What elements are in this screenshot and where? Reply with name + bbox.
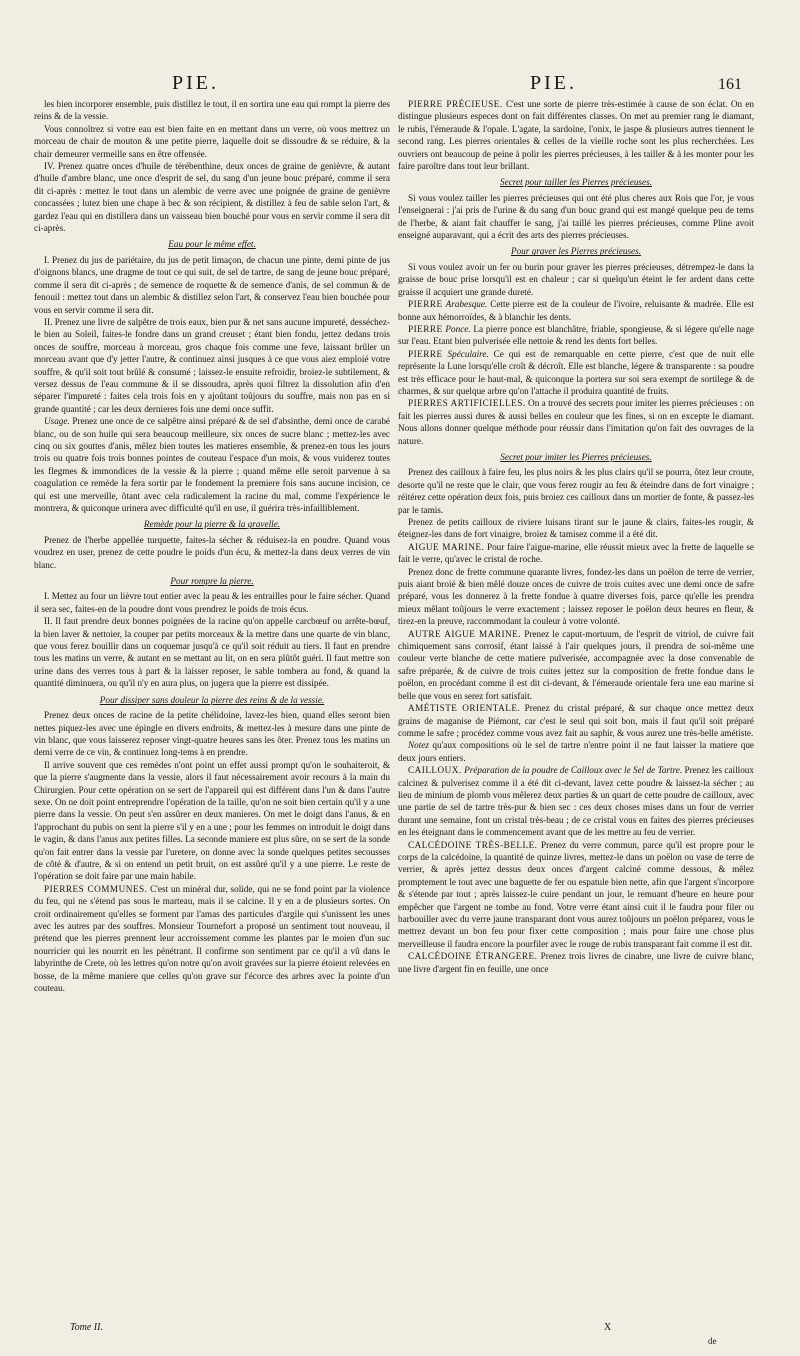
left-paragraph: I. Mettez au four un lièvre tout entier avec la peau & les entrailles pour le faire sécher. Quand il sera sec, faites-en de la poudre dont vous prendrez le poids de trois écus. xyxy=(34,591,390,614)
running-head-right: PIE. xyxy=(530,72,577,94)
left-paragraph: PIERRES COMMUNES. C'est un minéral dur, solide, qui ne se fond point par la violence du feu, qui ne s'étend pas sous le marteau, mais il se calcine. Il y en a de plusieurs sortes. On croit ordinairement qu'elles se forment par l'amas des particules d'argile qui s'unissent les unes avec les autres par des souffres. Monsieur Tournefort a proposé un sentiment tout nouveau, il prétend que les pierres prennent leur accroissement comme les plantes par le moien d'un suc nourricier qui les nourrit en les pénétrant. Il confirme son sentiment par ce qu'il a vû dans le labyrinthe de Crete, où les lettres qu'on notre qu'on avoit gravées sur la pierre étoient relevées en bosse, de la même maniere que celles qu'on grave sur l'écorce des arbres avec la pointe d'un couteau. xyxy=(34,883,390,994)
left-paragraph: IV. Prenez quatre onces d'huile de térébenthine, deux onces de graine de genièvre, & autant d'huile d'ambre blanc, une once d'esprit de sel, du sang d'un jeune bouc préparé, comme il sera dit ci-après : mettez le tout dans un alembic de verre avec une poignée de graine de genièvre concassées ; lutez bien une chape à bec & son récipient, & distillez à feu de sable selon l'art, & gardez l'eau qui en distillera dans un vaisseau bien bouché pour vous en servir comme il sera dit ci-après. xyxy=(34,161,390,234)
right-paragraph: PIERRE Arabesque. Cette pierre est de la couleur de l'ivoire, reluisante & madrée. Elle est bonne aux hémorroïdes, & à blanchir les dents. xyxy=(398,299,755,322)
right-paragraph: CAILLOUX. Préparation de la poudre de Cailloux avec le Sel de Tartre. Prenez les cailloux calcinez & pulverisez comme il a été dit ci-devant, lavez cette poudre & laissez-la sécher ; au lieu de minium de plomb vous mêlerez deux parties & un quart de cette poudre de cailloux, avec une partie de sel de tartre très-pur & bien sec : ces deux choses mises dans un four de verrier durant une semaine, font un cristal très-beau ; de ce cristal vous en faites des pierres précieuses en les éteignant dans le commencement avant que de les mettre au feu de verrier. xyxy=(398,765,754,838)
left-paragraph: Usage. Prenez une once de ce salpêtre ainsi préparé & de sel d'absinthe, demi once de carabé blanc, ou de son huile qui sera beaucoup meilleure, six onces de sucre blanc ; mettez-les avec cinq ou six gouttes d'anis, mêlez bien toutes les matieres ensemble, & prenez-en tous les jours trois ou quatre fois trois bonnes pointes de couteau l'espace d'un mois, & vous vuiderez toutes les flegmes & immondices de la vessie & la pierre ; quand même elle seroit parvenue à sa coagulation ce remède la fera sortir par le fondement la premiere fois sans aucune incision, ce qui est une merveille, ôtant avec cela radicalement la racine du mal, comme l'expérience le montrera, & quiconque urinera avec difficulté qu'il en use, il guérira très-infailliblement. xyxy=(34,416,390,513)
right-paragraph: AIGUE MARINE. Pour faire l'aigue-marine, elle réussit mieux avec la frette de laquelle se fait le verre, qu'avec le cristal de roche. xyxy=(398,541,754,565)
page-number: 161 xyxy=(718,76,742,93)
left-paragraph: II. Prenez une livre de salpêtre de trois eaux, bien pur & net sans aucune impureté, desséchez-le bien au Soleil, faites-le fondre dans un grand creuset ; étant bien fondu, jettez dedans trois onces de souffre, morceau à morceau, gros chaque fois comme une feve, laissant brûler un morceau avant que d'y jetter l'autre, & continuez ainsi jusques à ce que vous aiez emploié votre souffre, & qu'il soit tout brûlé & consumé ; laissez-le ensuite refroidir, broiez-le subtilement, & versez dessus de l'eau commune & il se dissoudra, après quoi filtrez la dissolution afin d'en séparer l'impureté : faites cela trois fois en y ajoûtant toûjours du souffre, mais non pas en si grande quantité ; car les deux dernieres fois une demi once suffit. xyxy=(34,316,390,414)
left-paragraph: I. Prenez du jus de pariétaire, du jus de petit limaçon, de chacun une pinte, demi pinte de jus d'oignons blancs, une dragme de tout ce qui suit, de sel de tartre, de sang de jeune bouc préparé, comme il sera dit ci-après ; de semence de roquette & de semence d'anis, de sel commun & de fenouil : mettez tout dans un alembic & distillez selon l'art, & conservez l'eau bien bouchée pour vous en servir comme il sera dit. xyxy=(34,254,390,315)
right-subheading: Secret pour tailler les Pierres précieuses. xyxy=(500,177,652,188)
right-paragraph: CALCÉDOINE TRÈS-BELLE. Prenez du verre commun, parce qu'il est propre pour le corps de la calcédoine, la quantité de quinze livres, mettez-le dans un poëlon ou vase de terre de verrier, & après jettez dessus deux onces d'argent calciné comme dessous, & mêlez promptement le tout avec une baguette de fer ou espatule bien nette, afin que l'argent s'incorpore & s'étende par tout ; après laissez-le cuire pendant un jour, le remuant d'heure en heure pour empêcher que l'argent ne tombe au fond. Votre verre étant ainsi cuit il le faudra pour filer ou barbouiller avec du verre jaune transparant dont vous aurez toûjours un poëlon préparez, vous le mettrez devant un bon feu pour fixer cette composition ; mais pour faire une chose plus merveilleuse il faudra encore la pourfiler avec le rouge de rubis transparant fait comme il est dit. xyxy=(398,839,755,949)
right-paragraph: Si vous voulez avoir un fer ou burin pour graver les pierres précieuses, détrempez-le dans la graisse de bouc prise lorsqu'il est en chaleur ; car si quelqu'un éteint le fer ardent dans cette graisse il acquiert une grande dureté. xyxy=(398,261,754,297)
right-paragraph: AUTRE AIGUE MARINE. Prenez le caput-mortuum, de l'esprit de vitriol, de cuivre fait chimiquement sans corrosif, étant laissé à l'air quelques jours, il prendra de soi-même une couleur verte blanche de cette matiere pulverisée, accompagnée avec la dose convenable de safre préparée, & de cuivre de trois cuites jettez sur la composition de frette fondue dans le poëlon, en procédant comme il est dit ci-devant, & l'émeraude orientale fera une eau marine si belle que vous en serez fort satisfait. xyxy=(398,628,754,701)
left-subheading: Pour rompre la pierre. xyxy=(170,576,254,587)
right-column xyxy=(398,98,754,975)
left-paragraph: Il arrive souvent que ces remèdes n'ont point un effet aussi prompt qu'on le souhaiteroit, & que la pierre s'augmente dans la vessie, alors il faut nécessairement avoir recours à la main du Chirurgien. Pour cette opération on se sert de l'appareil qui est différent dans l'un & dans l'autre sexe. On ne doit point entreprendre l'opération de la taille, qu'on ne soit bien certain qu'il y a une pierre dans la vessie. On peut s'en assûrer en deux manieres. On met le doigt dans l'anus, & en l'approchant du pubis on sent la pierre s'il y en a une ; pour les femmes on introduit le doigt dans le vagin, & dans l'anus aux petites filles. La seconde maniere est plus sûre, on se sert de la sonde qu'on fait entrer dans la vessie par l'uretere, on donne avec la sonde quelques petites secousses de côté & d'autre, & si on entend un petit bruit, on est assûré qu'il y a une pierre. Le reste de l'opération se doit faire par une main habile. xyxy=(34,759,390,882)
right-paragraph: Prenez des cailloux à faire feu, les plus noirs & les plus clairs qu'il se pourra, ôtez leur croute, desorte qu'il ne reste que le clair, que vous ferez rougir au feu & éteindre dans de fort vinaigre ; réitérez cette opération deux fois, puis broiez ces cailloux dans un mortier de fonte, & passez-les par le tamis. xyxy=(398,467,754,515)
right-subheading: Secret pour imiter les Pierres précieuses. xyxy=(500,451,652,462)
right-subheading: Pour graver les Pierres précieuses. xyxy=(510,246,642,257)
right-paragraph: Prenez de petits cailloux de riviere luisans tirant sur le jaune & clairs, faites-les rougir, & éteignez-les dans de fort vinaigre, broiez & tamisez comme il a été dit. xyxy=(398,517,754,540)
signature-mark: X xyxy=(604,1322,612,1333)
right-paragraph: PIERRE Spéculaire. Ce qui est de remarquable en cette pierre, c'est que de nuit elle représente la Lune lorsqu'elle croît & décroît. Elle est blanche, légere & transparente : sa poudre est très efficace pour le haut-mal, & quiconque la portera sur soi sera exempt de sortilege & de charmes, & sur quelque arbre qu'on l'attache il produira quantité de fruits. xyxy=(398,348,754,396)
left-subheading: Pour dissiper sans douleur la pierre des reins & de la vessie. xyxy=(99,694,325,705)
left-subheading: Eau pour le même effet. xyxy=(168,239,256,250)
right-paragraph: Prenez donc de frette commune quarante livres, fondez-les dans un poëlon de terre de verrier, puis aiant broié & bien mêlé douze onces de cuivre de trois cuites avec une demi once de safre préparé, vous les donnerez à la frette fondue à quatre diverses fois, parce qu'elle les prendra mieux mêlant toûjours le verre exactement ; laissez reposer le poëlon deux heures en fleur, & tirez-en la preuve, raccommodant la couleur à votre volonté. xyxy=(398,566,754,627)
right-paragraph: Si vous voulez tailler les pierres précieuses qui ont été plus cheres aux Rois que l'or, je vous l'enseignerai : j'ai pris de l'urine & du sang d'un bouc grand qui est mangé quelque peu de tems de l'herbe, & aiant fait chauffer le sang, j'ai taillé les pierres précieuses, comme Pline avoit enseigné auparavant, qui a écrit des arts des pierres précieuses. xyxy=(398,192,754,241)
left-subheading: Remède pour la pierre & la gravelle. xyxy=(143,519,281,530)
left-column xyxy=(34,98,390,994)
right-paragraph: CALCÉDOINE ÉTRANGERE. Prenez trois livres de cinabre, une livre de cuivre blanc, une livre d'argent fin en feuille, une once xyxy=(398,951,754,974)
catchword: de xyxy=(708,1336,717,1346)
running-head-left: PIE. xyxy=(172,72,219,94)
right-paragraph: AMÉTISTE ORIENTALE. Prenez du cristal préparé, & sur chaque once mettez deux grains de maganise de Piémont, car c'est le seul qui soit bon, mais il faut qu'il soit préparé comme le safre ; procédez comme vous avez fait au saphir, & vous aurez une très-belle amétiste. xyxy=(398,703,755,738)
left-paragraph: les bien incorporer ensemble, puis distillez le tout, il en sortira une eau qui rompt la pierre des reins & de la vessie. xyxy=(34,99,390,122)
left-paragraph: II. Il faut prendre deux bonnes poignées de la racine qu'on appelle carcbœuf ou arrête-bœuf, la bien laver & nettoier, la couper par petits morceaux & la mettre dans une quarte de vin blanc, que vous ferez bouillir dans un coquemar jusqu'à ce qu'il soit réduit au tiers. Il faut en prendre tous les matins un verre, & autant en se mettant au lit, on en sera plûtôt guéri. Il faut mettre son urine dans des verres tous à part & la laisser reposer, le sable tombera au fond, & quand la quantité diminuera, ou qu'il n'y en aura plus, on jugera que la pierre est dissipée. xyxy=(34,616,390,689)
volume-label: Tome II. xyxy=(70,1322,103,1333)
right-paragraph: PIERRE PRÉCIEUSE. C'est une sorte de pierre très-estimée à cause de son éclat. On en distingue plusieurs especes dont on fait différentes classes. On met au premier rang le diamant, le rubis, l'émeraude & l'opale. L'agate, la sardoine, l'onix, le jaspe & plusieurs autres tiennent le second rang. Les pierres orientales & celles de la vieille roche sont les plus recherchées. Les ouvriers ont beaucoup de peine à polir les pierres précieuses, à les tailler & à les monter pour les faire paroître dans tout leur brillant. xyxy=(398,99,754,172)
left-paragraph: Vous connoîtrez si votre eau est bien faite en en mettant dans un verre, où vous mettrez un morceau de chair de mouton & une petite pierre, laquelle doit se dissoudre & se réduire, & la chair demeurer vermeille sans en être offensée. xyxy=(34,123,390,159)
right-paragraph: PIERRE Ponce. La pierre ponce est blanchâtre, friable, spongieuse, & si légere qu'elle nage sur l'eau. Etant bien pulverisée elle nettoie & rend les dents fort belles. xyxy=(398,323,754,347)
left-paragraph: Prenez deux onces de racine de la petite chélidoine, lavez-les bien, quand elles seront bien nettes piquez-les avec une épingle en divers endroits, & mettez-les à mesure dans une pinte de vin blanc, que vous laisserez reposer vingt-quatre heures sans les ôter. Prenez tous les matins un demi verre de ce vin, & continuez long-tems à en prendre. xyxy=(34,710,390,758)
left-paragraph: Prenez de l'herbe appellée turquette, faites-la sécher & réduisez-la en poudre. Quand vous voudrez en user, prenez de cette poudre le poids d'un écu, & mettez-la dans deux verres de vin blanc. xyxy=(34,534,390,570)
right-paragraph: Notez qu'aux compositions où le sel de tartre n'entre point il ne faut laisser la matiere que deux jours entiers. xyxy=(398,740,754,763)
right-paragraph: PIERRES ARTIFICIELLES. On a trouvé des secrets pour imiter les pierres précieuses : on fait les pierres aussi dures & aussi belles en couleur que les fines, si on en excepte le diamant. Nous allons donner quelque méthode pour réussir dans l'imitation qu'on fait des ouvrages de la nature. xyxy=(398,398,754,446)
